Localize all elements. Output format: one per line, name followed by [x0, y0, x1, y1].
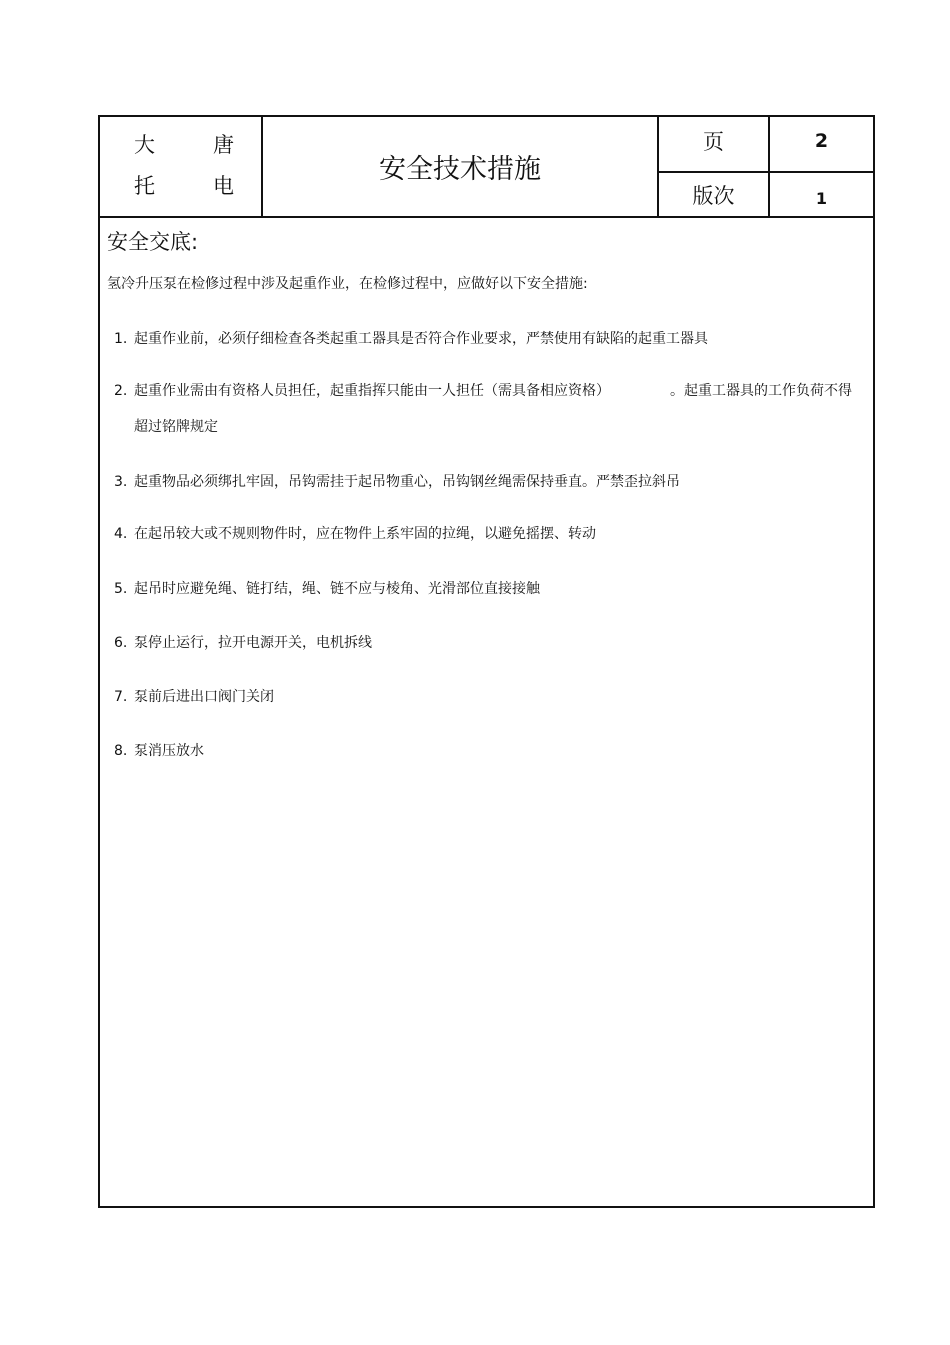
- item-text: 起吊时应避免绳、链打结，绳、链不应与棱角、光滑部位直接接触: [134, 581, 540, 597]
- list-item: [114, 571, 859, 607]
- organization-char: 电: [213, 174, 234, 198]
- form-header: [100, 117, 873, 218]
- organization-char: 唐: [213, 133, 234, 157]
- list-item: [114, 679, 859, 715]
- item-text: 泵消压放水: [134, 743, 204, 759]
- organization-line-1: [134, 133, 234, 157]
- item-number: 1.: [114, 331, 128, 347]
- item-text: 起重物品必须绑扎牢固，吊钩需挂于起吊物重心，吊钩钢丝绳需保持垂直。严禁歪拉斜吊: [134, 474, 680, 490]
- list-item: [114, 373, 859, 445]
- item-number: 5.: [114, 581, 128, 597]
- item-text-part: 起重作业需由有资格人员担任，起重指挥只能由一人担任（需具备相应资格）: [134, 383, 610, 399]
- item-number: 8.: [114, 743, 128, 759]
- item-number: 2.: [114, 383, 128, 399]
- item-text: 泵前后进出口阀门关闭: [134, 689, 274, 705]
- section-title: 安全交底:: [107, 230, 199, 254]
- list-item: [114, 321, 859, 357]
- revision-number: 1: [815, 189, 828, 208]
- organization-char: 托: [134, 174, 155, 198]
- list-item: [114, 625, 859, 661]
- item-number: 6.: [114, 635, 128, 651]
- organization-char: 大: [134, 133, 155, 157]
- item-number: 4.: [114, 526, 128, 542]
- document-title: 安全技术措施: [263, 117, 659, 216]
- item-text-part: 。起重工器具的工作负荷不得超过铭牌规定: [134, 383, 852, 435]
- intro-text: 氢冷升压泵在检修过程中涉及起重作业，在检修过程中，应做好以下安全措施:: [107, 276, 588, 292]
- item-number: 3.: [114, 474, 128, 490]
- list-item: [114, 516, 859, 552]
- page-number: 2: [770, 117, 873, 173]
- list-item: [114, 464, 859, 500]
- organization-line-2: [134, 174, 234, 198]
- list-item: [114, 733, 859, 769]
- safety-measures-form: [98, 115, 875, 1208]
- item-number: 7.: [114, 689, 128, 705]
- organization-cell: [100, 117, 263, 216]
- item-text: [134, 373, 859, 445]
- item-text: 在起吊较大或不规则物件时，应在物件上系牢固的拉绳，以避免摇摆、转动: [134, 526, 596, 542]
- page-label: 页: [659, 117, 770, 173]
- item-text: 起重作业前，必须仔细检查各类起重工器具是否符合作业要求，严禁使用有缺陷的起重工器具: [134, 331, 708, 347]
- revision-label: 版次: [659, 173, 770, 216]
- item-text: 泵停止运行，拉开电源开关，电机拆线: [134, 635, 372, 651]
